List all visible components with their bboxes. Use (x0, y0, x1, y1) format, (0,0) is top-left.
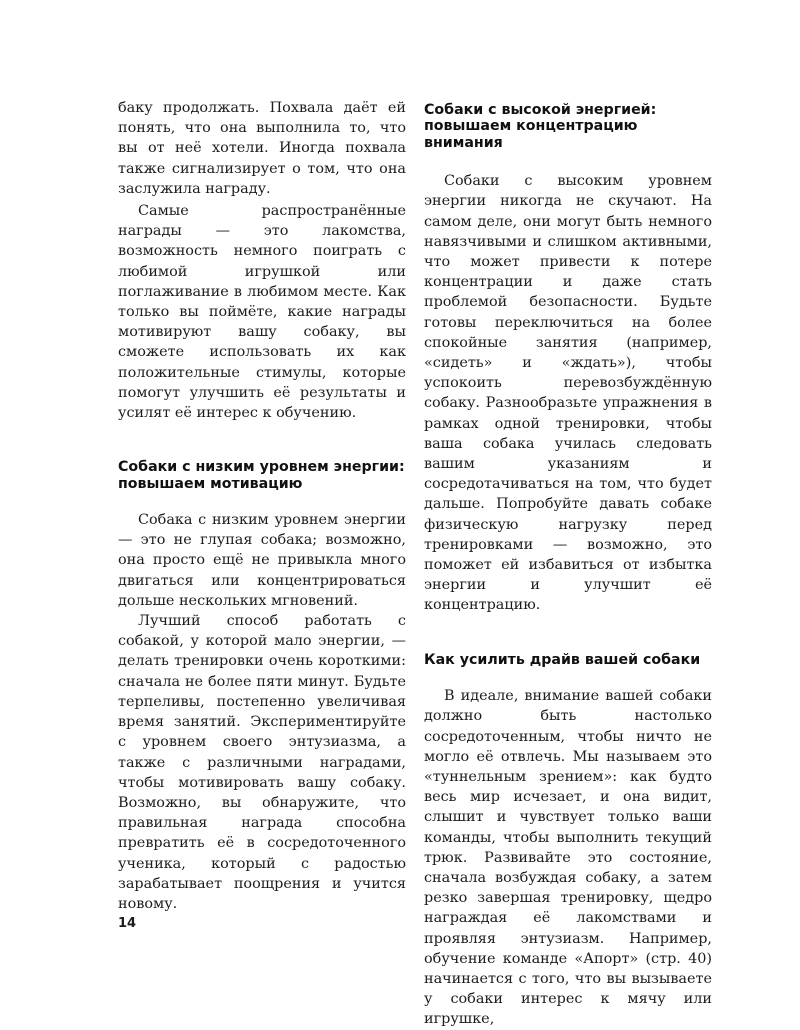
page-number: 14 (118, 916, 137, 931)
paragraph: Лучший способ работать с собакой, у которой мало энергии, — делать тренировки очень короткими: сначала не более пяти минут. Будьте терпеливы, постепенно увеличивая время занятий. Экспериментируйте с уровнем своего энтузиазма, а также с различными наградами, чтобы мотивировать вашу собаку. Возможно, вы обнаружите, что правильная награда способна превратить её в сосредоточенного ученика, который с радостью зарабатывает поощрения и учится новому. (118, 613, 406, 912)
paragraph: Собака с низким уровнем энергии — это не глупая собака; возможно, она просто ещё не привыкла много двигаться или концентрироваться дольше нескольких мгновений. (118, 512, 406, 609)
paragraph: Собаки с высоким уровнем энергии никогда не скучают. На самом деле, они могут быть немного навязчивыми и слишком активными, что может привести к потере концентрации и даже стать проблемой безопасности. Будьте готовы переключиться на более спокойные занятия (например, «сидеть» и «ждать»), чтобы успокоить перевозбуждённую собаку. Разнообразьте упражнения в рамках одной тренировки, чтобы ваша собака училась следовать вашим указаниям и сосредотачиваться на том, что будет дальше. Попробуйте давать собаке физическую нагрузку перед тренировками — возможно, это поможет ей избавиться от избытка энергии и улучшит её концентрацию. (424, 173, 712, 614)
paragraph: В идеале, внимание вашей собаки должно быть настолько сосредоточенным, чтобы ничто не могло её отвлечь. Мы называем это «туннельным зрением»: как будто весь мир исчезает, и она видит, слышит и чувствует только ваши команды, чтобы выполнить текущий трюк. Развивайте это состояние, сначала возбуждая собаку, а затем резко завершая тренировку, щедро награждая её лакомствами и проявляя энтузиазм. Например, обучение команде «Апорт» (стр. 40) начинается с того, что вы вызываете у собаки интерес к мячу или игрушке, (424, 688, 712, 1028)
left-column (118, 98, 406, 914)
section-heading-low-energy: Собаки с низким уровнем энергии: повышаем мотивацию (118, 459, 405, 492)
paragraph: баку продолжать. Похвала даёт ей понять, что она выполнила то, что вы от неё хотели. Иногда похвала также сигнализирует о том, что она заслужила награду. (118, 100, 406, 197)
section-heading-drive: Как усилить драйв вашей собаки (424, 651, 701, 668)
section-heading-high-energy: Собаки с высокой энергией: повышаем концентрацию внимания (424, 102, 657, 151)
paragraph: Самые распространённые награды — это лакомства, возможность немного поиграть с любимой игрушкой или поглаживание в любимом месте. Как только вы поймёте, какие награды мотивируют вашу собаку, вы сможете использовать их как положительные стимулы, которые помогут улучшить её результаты и усилят её интерес к обучению. (118, 203, 406, 422)
right-column (424, 98, 712, 1030)
